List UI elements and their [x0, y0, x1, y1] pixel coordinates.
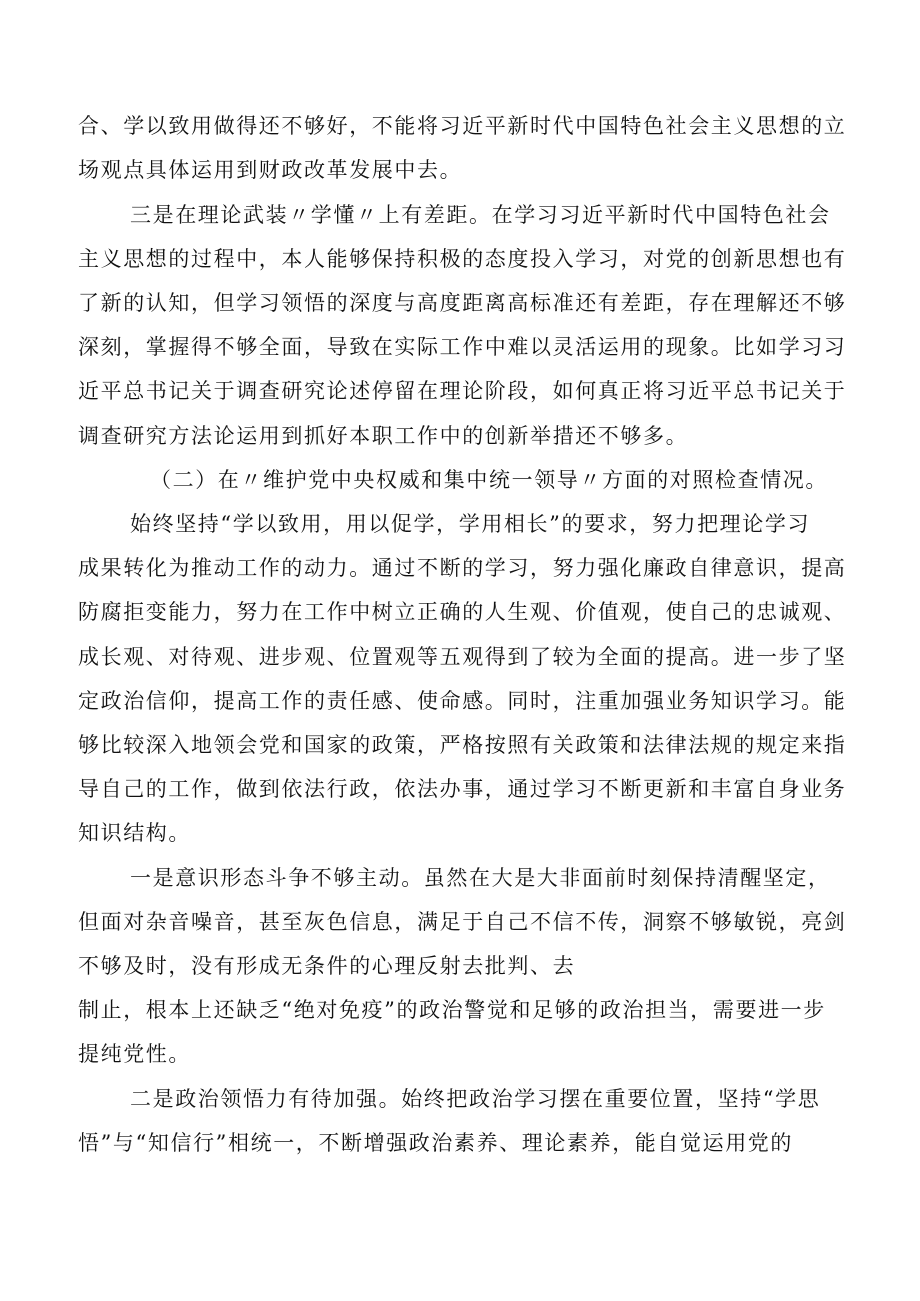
text-line: 合、学以致用做得还不够好，不能将习近平新时代中国特色社会主义思想的立 — [78, 114, 847, 138]
text-line: 成果转化为推动工作的动力。通过不断的学习，努力强化廉政自律意识，提高 — [78, 556, 847, 580]
text-line: 提纯党性。 — [78, 1042, 191, 1066]
text-line: 一是意识形态斗争不够主动。虽然在大是大非面前时刻保持清醒坚定， — [130, 866, 831, 890]
text-line: 近平总书记关于调查研究论述停留在理论阶段，如何真正将习近平总书记关于 — [78, 379, 847, 403]
text-line: 主义思想的过程中，本人能够保持积极的态度投入学习，对党的创新思想也有 — [78, 247, 847, 271]
text-line: 悟”与“知信行”相统一，不断增强政治素养、理论素养，能自觉运用党的 — [78, 1131, 794, 1155]
text-line: 深刻，掌握得不够全面，导致在实际工作中难以灵活运用的现象。比如学习习 — [78, 335, 847, 359]
text-line: 始终坚持“学以致用，用以促学，学用相长”的要求，努力把理论学习 — [130, 512, 811, 536]
text-line: 但面对杂音噪音，甚至灰色信息，满足于自己不信不传，洞察不够敏锐，亮剑 — [78, 910, 847, 934]
text-line: 成长观、对待观、进步观、位置观等五观得到了较为全面的提高。进一步了坚 — [78, 645, 847, 669]
text-line: 场观点具体运用到财政改革发展中去。 — [78, 158, 463, 182]
text-line: 知识结构。 — [78, 821, 191, 845]
text-line: 二是政治领悟力有待加强。始终把政治学习摆在重要位置，坚持“学思 — [130, 1087, 821, 1111]
text-line: 了新的认知，但学习领悟的深度与高度距离高标准还有差距，存在理解还不够 — [78, 291, 847, 315]
text-line: 不够及时，没有形成无条件的心理反射去批判、去 — [78, 954, 576, 978]
text-line: 导自己的工作，做到依法行政，依法办事，通过学习不断更新和丰富自身业务 — [78, 777, 847, 801]
text-line: 制止，根本上还缺乏“绝对免疫”的政治警觉和足够的政治担当，需要进一步 — [78, 998, 826, 1022]
text-line: 定政治信仰，提高工作的责任感、使命感。同时，注重加强业务知识学习。能 — [78, 689, 847, 713]
text-line: 够比较深入地领会党和国家的政策，严格按照有关政策和法律法规的规定来指 — [78, 733, 847, 757]
text-line: 三是在理论武装〃学懂〃上有差距。在学习习近平新时代中国特色社会 — [130, 203, 831, 227]
text-line: 调查研究方法论运用到抓好本职工作中的创新举措还不够多。 — [78, 424, 689, 448]
section-heading: （二）在〃维护党中央权威和集中统一领导〃方面的对照检查情况。 — [150, 468, 828, 492]
text-line: 防腐拒变能力，努力在工作中树立正确的人生观、价值观，使自己的忠诚观、 — [78, 600, 847, 624]
